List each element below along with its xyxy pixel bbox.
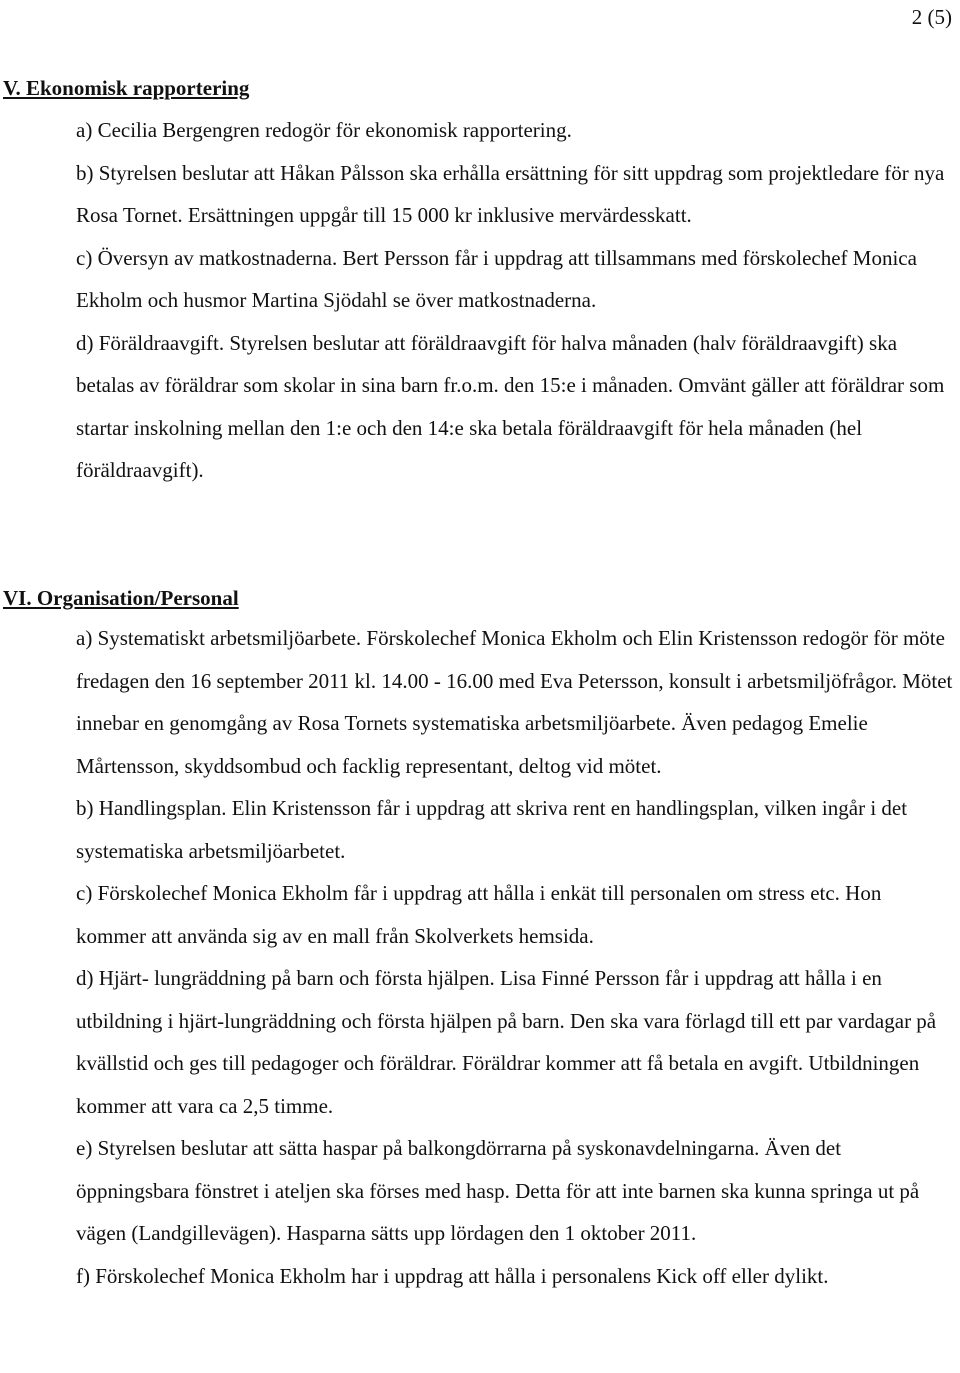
paragraph-item-a: a) Cecilia Bergengren redogör för ekonomisk rapportering.	[76, 118, 572, 142]
page-number: 2 (5)	[911, 5, 952, 29]
section-body-ekonomisk-rapportering	[76, 109, 956, 492]
paragraph-item-c: c) Förskolechef Monica Ekholm får i uppdrag att hålla i enkät till personalen om stress etc. Hon kommer att använda sig av en mall från Skolverkets hemsida.	[76, 881, 882, 948]
paragraph-item-c: c) Översyn av matkostnaderna. Bert Persson får i uppdrag att tillsammans med förskolechef Monica Ekholm och husmor Martina Sjödahl se över matkostnaderna.	[76, 245, 917, 312]
section-heading-ekonomisk-rapportering: V. Ekonomisk rapportering	[3, 76, 250, 100]
paragraph-item-b: b) Handlingsplan. Elin Kristensson får i uppdrag att skriva rent en handlingsplan, vilken ingår i det systematiska arbetsmiljöarbetet.	[76, 796, 908, 863]
paragraph-item-d: d) Föräldraavgift. Styrelsen beslutar att föräldraavgift för halva månaden (halv föräldraavgift) ska betalas av föräldrar som skolar in sina barn fr.o.m. den 15:e i månaden. Omvänt gäller att föräldrar som startar inskolning mellan den 1:e och den 14:e ska betala föräldraavgift för hela månaden (hel föräldraavgift).	[76, 330, 945, 482]
section-heading-organisation-personal: VI. Organisation/Personal	[3, 586, 239, 610]
paragraph-item-b: b) Styrelsen beslutar att Håkan Pålsson ska erhålla ersättning för sitt uppdrag som projektledare för nya Rosa Tornet. Ersättningen uppgår till 15 000 kr inklusive mervärdesskatt.	[76, 160, 945, 227]
paragraph-item-f: f) Förskolechef Monica Ekholm har i uppdrag att hålla i personalens Kick off eller dylikt.	[76, 1263, 829, 1288]
paragraph-item-d: d) Hjärt- lungräddning på barn och första hjälpen. Lisa Finné Persson får i uppdrag att hålla i en utbildning i hjärt-lungräddning och första hjälpen på barn. Den ska vara förlagd till ett par vardagar på kvällstid och ges till pedagoger och föräldrar. Föräldrar kommer att få betala en avgift. Utbildningen kommer att vara ca 2,5 timme.	[76, 966, 937, 1118]
paragraph-item-e: e) Styrelsen beslutar att sätta haspar på balkongdörrarna på syskonavdelningarna. Även det öppningsbara fönstret i ateljen ska förses med hasp. Detta för att inte barnen ska kunna springa ut på vägen (Landgillevägen). Hasparna sätts upp lördagen den 1 oktober 2011.	[76, 1136, 920, 1245]
paragraph-item-a: a) Systematiskt arbetsmiljöarbete. Förskolechef Monica Ekholm och Elin Kristensson redogör för möte fredagen den 16 september 2011 kl. 14.00 - 16.00 med Eva Petersson, konsult i arbetsmiljöfrågor. Mötet innebar en genomgång av Rosa Tornets systematiska arbetsmiljöarbete. Även pedagog Emelie Mårtensson, skyddsombud och facklig representant, deltog vid mötet.	[76, 626, 953, 778]
section-body-organisation-personal	[76, 617, 956, 1297]
